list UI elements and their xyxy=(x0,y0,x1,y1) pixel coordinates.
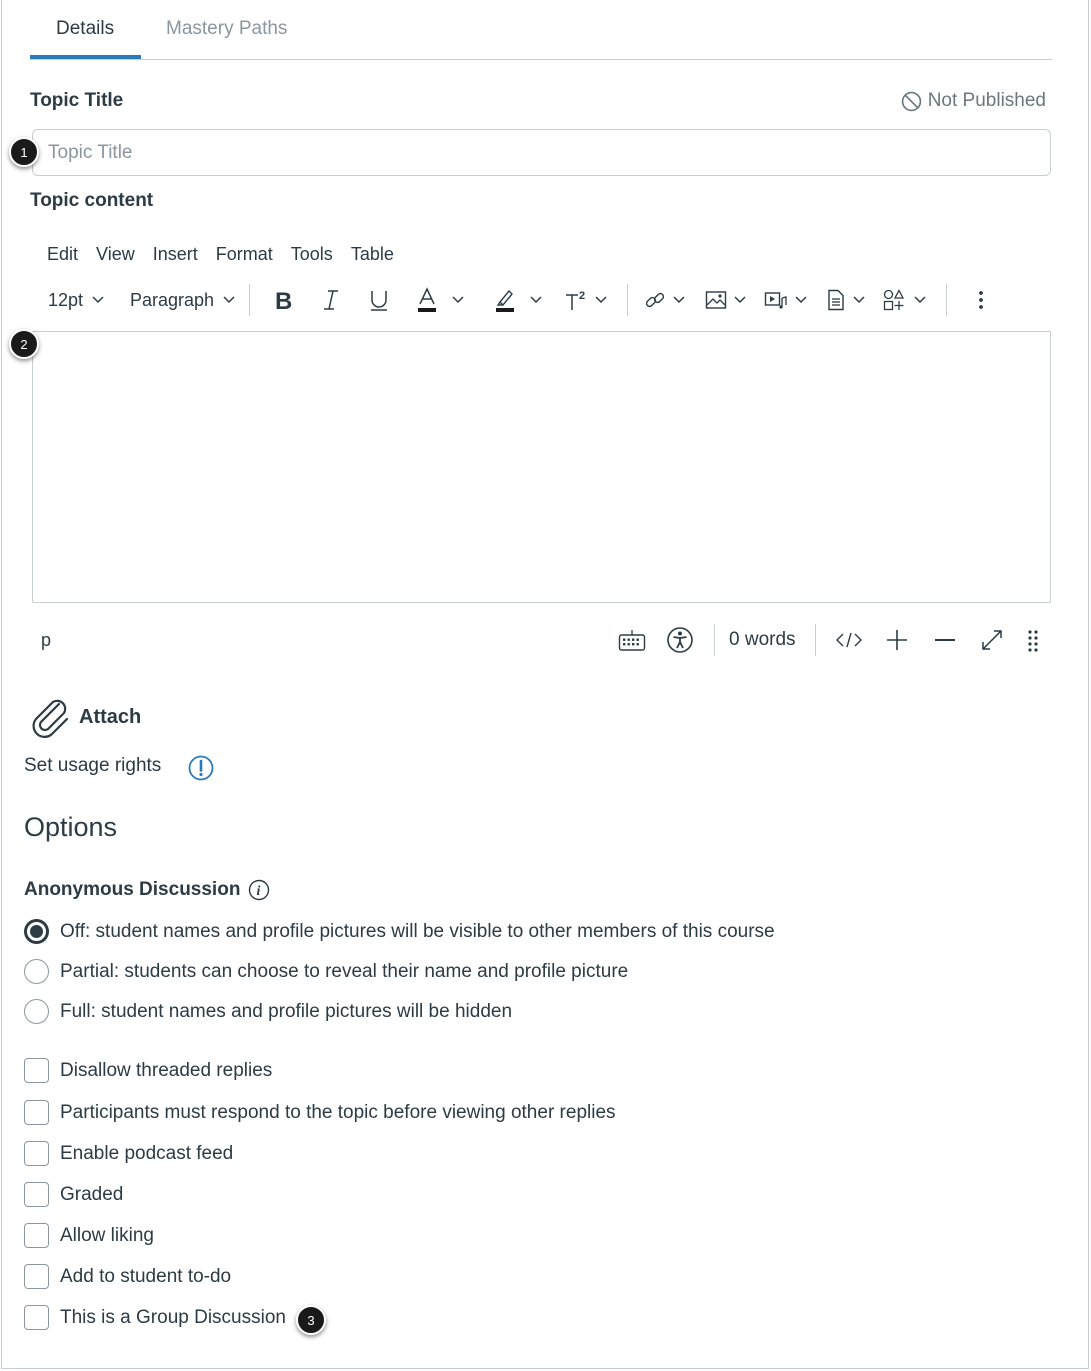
menu-tools[interactable]: Tools xyxy=(290,244,333,264)
chevron-down-icon xyxy=(594,295,608,305)
document-button[interactable] xyxy=(826,282,866,318)
warning-icon xyxy=(188,755,214,781)
code-icon xyxy=(835,630,863,650)
anonymous-off-option[interactable] xyxy=(24,919,775,944)
set-usage-rights-label: Set usage rights xyxy=(24,755,162,776)
more-button[interactable] xyxy=(974,282,988,318)
block-format-value: Paragraph xyxy=(130,289,215,310)
anonymous-full-option[interactable] xyxy=(24,999,512,1024)
active-tab-indicator xyxy=(30,55,141,59)
group-discussion-option[interactable] xyxy=(24,1305,286,1330)
menu-format[interactable]: Format xyxy=(215,244,273,264)
chevron-down-icon xyxy=(529,295,543,305)
menu-table[interactable]: Table xyxy=(350,244,394,264)
disallow-threaded-replies-checkbox[interactable] xyxy=(24,1058,49,1083)
rich-content-editor[interactable] xyxy=(32,331,1051,603)
italic-icon xyxy=(321,288,341,312)
text-color-button[interactable] xyxy=(416,282,465,318)
more-icon xyxy=(974,289,988,311)
bold-button[interactable] xyxy=(272,282,294,318)
image-button[interactable] xyxy=(705,282,747,318)
group-discussion-label: This is a Group Discussion xyxy=(60,1306,286,1328)
must-respond-label: Participants must respond to the topic before viewing other replies xyxy=(60,1101,616,1123)
callout-3: 3 xyxy=(296,1305,326,1335)
apps-icon xyxy=(883,289,905,311)
block-format-select[interactable] xyxy=(130,282,236,318)
disallow-threaded-replies-option[interactable] xyxy=(24,1058,272,1083)
anonymous-partial-radio[interactable] xyxy=(24,959,49,984)
callout-2: 2 xyxy=(9,329,39,359)
accessibility-icon xyxy=(666,626,694,654)
chevron-down-icon xyxy=(91,295,105,305)
bold-icon xyxy=(272,288,294,312)
chevron-down-icon xyxy=(913,295,927,305)
html-editor-button[interactable] xyxy=(835,618,863,662)
podcast-feed-label: Enable podcast feed xyxy=(60,1142,234,1164)
keyboard-icon xyxy=(618,628,646,652)
minus-icon xyxy=(934,629,956,651)
svg-text:2: 2 xyxy=(579,290,586,302)
podcast-feed-option[interactable] xyxy=(24,1141,233,1166)
svg-text:i: i xyxy=(256,884,261,899)
italic-button[interactable] xyxy=(321,282,341,318)
must-respond-option[interactable] xyxy=(24,1100,616,1125)
underline-button[interactable] xyxy=(368,282,390,318)
anonymous-off-label: Off: student names and profile pictures will be visible to other members of this course xyxy=(60,920,775,942)
tab-mastery-paths[interactable]: Mastery Paths xyxy=(166,18,288,39)
statusbar-divider xyxy=(815,624,816,656)
options-heading: Options xyxy=(24,812,118,842)
usage-rights-button[interactable] xyxy=(188,755,214,786)
keyboard-shortcuts-button[interactable] xyxy=(618,618,646,662)
allow-liking-label: Allow liking xyxy=(60,1224,154,1246)
svg-text:B: B xyxy=(275,288,293,312)
chevron-down-icon xyxy=(222,295,236,305)
anonymous-full-radio[interactable] xyxy=(24,999,49,1024)
highlight-color-icon xyxy=(494,287,516,313)
topic-content-label: Topic content xyxy=(30,190,154,211)
tab-bar xyxy=(30,0,1052,60)
toolbar-divider xyxy=(946,284,947,316)
editor-toolbar xyxy=(38,282,1050,318)
anonymous-partial-label: Partial: students can choose to reveal their name and profile picture xyxy=(60,960,629,982)
allow-liking-checkbox[interactable] xyxy=(24,1223,49,1248)
underline-icon xyxy=(368,288,390,312)
chevron-down-icon xyxy=(451,295,465,305)
topic-title-input[interactable] xyxy=(32,129,1051,176)
graded-option[interactable] xyxy=(24,1182,123,1207)
apps-button[interactable] xyxy=(883,282,927,318)
chevron-down-icon xyxy=(733,295,747,305)
editor-menubar xyxy=(38,240,403,269)
font-size-value: 12pt xyxy=(48,289,84,310)
media-button[interactable] xyxy=(764,282,808,318)
menu-view[interactable]: View xyxy=(96,244,135,264)
plus-icon xyxy=(886,629,908,651)
drag-handle-icon xyxy=(1027,628,1039,652)
superscript-icon xyxy=(564,288,590,312)
anonymous-off-radio[interactable] xyxy=(24,919,49,944)
expand-icon xyxy=(981,629,1003,651)
resize-handle[interactable] xyxy=(1027,618,1039,662)
attach-button[interactable] xyxy=(29,696,141,738)
font-size-select[interactable] xyxy=(48,282,105,318)
chevron-down-icon xyxy=(852,295,866,305)
student-todo-checkbox[interactable] xyxy=(24,1264,49,1289)
statusbar-divider xyxy=(714,624,715,656)
text-color-icon xyxy=(416,287,438,313)
superscript-button[interactable] xyxy=(564,282,608,318)
not-published-icon xyxy=(901,91,922,112)
anonymous-full-label: Full: student names and profile pictures will be hidden xyxy=(60,1000,513,1022)
media-icon xyxy=(764,290,788,310)
anonymous-discussion-label xyxy=(24,879,270,901)
word-count[interactable]: 0 words xyxy=(729,629,796,650)
anonymous-discussion-text: Anonymous Discussion xyxy=(24,879,241,900)
menu-edit[interactable]: Edit xyxy=(47,244,79,264)
allow-liking-option[interactable] xyxy=(24,1223,154,1248)
graded-label: Graded xyxy=(60,1183,124,1205)
topic-title-label: Topic Title xyxy=(30,90,124,111)
accessibility-checker-button[interactable] xyxy=(666,618,694,662)
chevron-down-icon xyxy=(794,295,808,305)
disallow-threaded-replies-label: Disallow threaded replies xyxy=(60,1059,273,1081)
zoom-in-button[interactable] xyxy=(886,618,908,662)
group-discussion-checkbox[interactable] xyxy=(24,1305,49,1330)
zoom-out-button[interactable] xyxy=(934,618,956,662)
tab-details[interactable]: Details xyxy=(56,18,115,39)
highlight-color-button[interactable] xyxy=(494,282,543,318)
menu-insert[interactable]: Insert xyxy=(152,244,198,264)
attach-label: Attach xyxy=(79,705,142,728)
chevron-down-icon xyxy=(672,295,686,305)
document-icon xyxy=(826,289,846,311)
must-respond-checkbox[interactable] xyxy=(24,1100,49,1125)
element-path[interactable]: p xyxy=(41,629,52,650)
fullscreen-button[interactable] xyxy=(981,618,1003,662)
link-button[interactable] xyxy=(644,282,686,318)
podcast-feed-checkbox[interactable] xyxy=(24,1141,49,1166)
graded-checkbox[interactable] xyxy=(24,1182,49,1207)
image-icon xyxy=(705,290,727,310)
info-icon[interactable] xyxy=(248,879,270,901)
publish-status[interactable] xyxy=(901,90,1046,112)
discussion-edit-form xyxy=(1,0,1089,1369)
toolbar-divider xyxy=(249,284,250,316)
link-icon xyxy=(644,289,666,311)
publish-status-label: Not Published xyxy=(927,90,1046,111)
student-todo-label: Add to student to-do xyxy=(60,1265,232,1287)
paperclip-icon xyxy=(29,696,73,738)
callout-1: 1 xyxy=(9,137,39,167)
toolbar-divider xyxy=(627,284,628,316)
student-todo-option[interactable] xyxy=(24,1264,231,1289)
editor-statusbar xyxy=(32,618,1051,662)
anonymous-partial-option[interactable] xyxy=(24,959,628,984)
